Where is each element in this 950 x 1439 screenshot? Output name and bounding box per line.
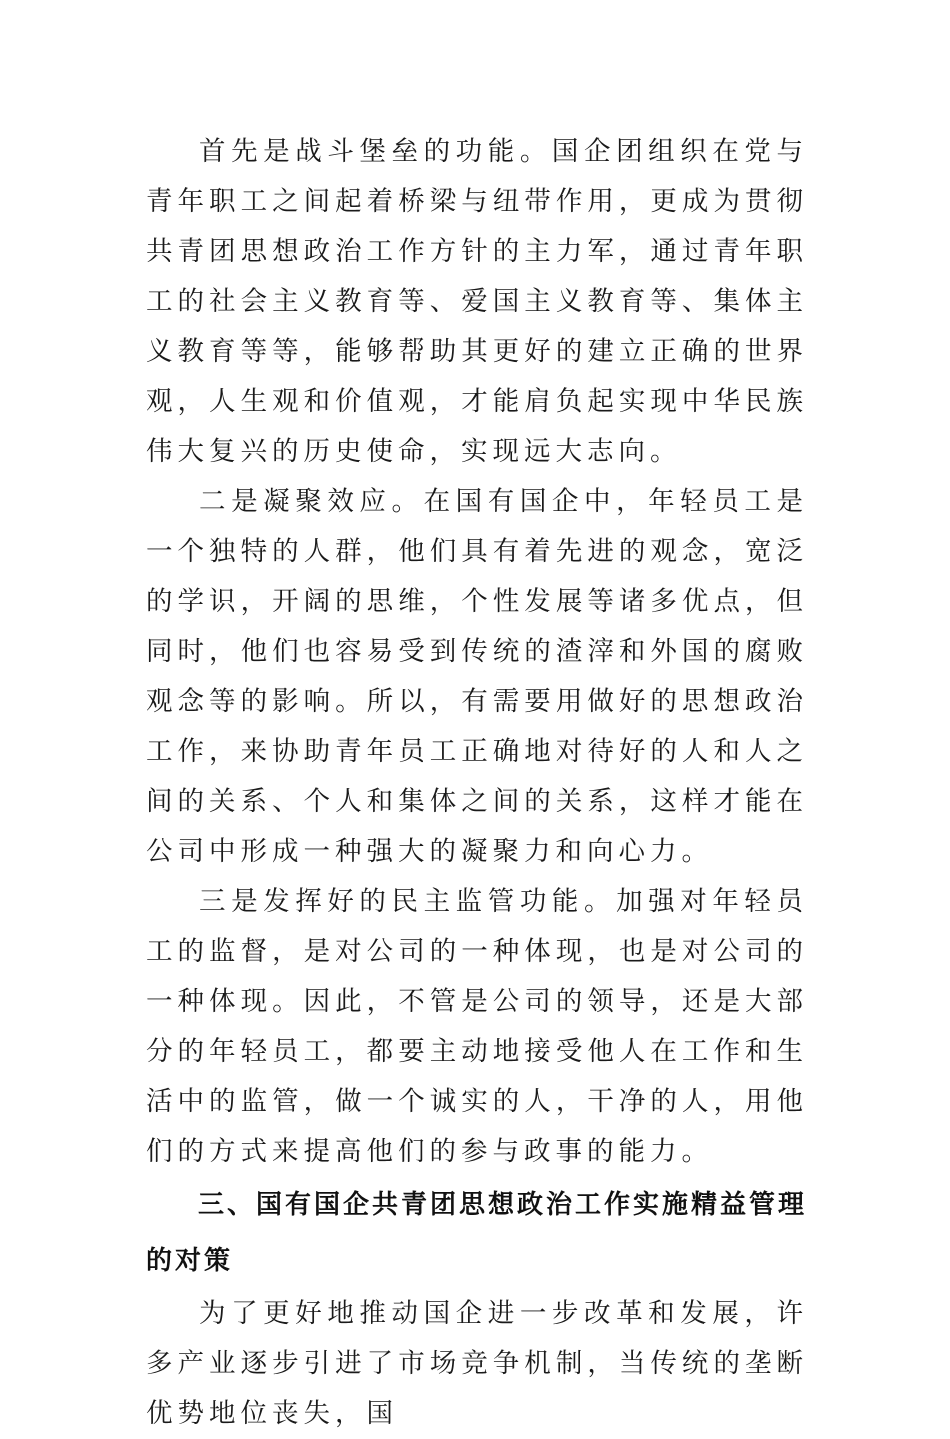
paragraph-cohesion-effect: 二是凝聚效应。在国有国企中，年轻员工是一个独特的人群，他们具有着先进的观念，宽泛的学识，开阔的思维，个性发展等诸多优点，但同时，他们也容易受到传统的渣滓和外国的腐败观念等的影响。所以，有需要用做好的思想政治工作，来协助青年员工正确地对待好的人和人之间的关系、个人和集体之间的关系，这样才能在公司中形成一种强大的凝聚力和向心力。 (146, 486, 808, 867)
document-body (146, 127, 808, 1439)
section-heading: 三、国有国企共青团思想政治工作实施精益管理的对策 (146, 1190, 808, 1276)
paragraph-democratic-supervision: 三是发挥好的民主监管功能。加强对年轻员工的监督，是对公司的一种体现，也是对公司的一种体现。因此，不管是公司的领导，还是大部分的年轻员工，都要主动地接受他人在工作和生活中的监管，做一个诚实的人，干净的人，用他们的方式来提高他们的参与政事的能力。 (146, 886, 808, 1167)
paragraph-reform-intro: 为了更好地推动国企进一步改革和发展，许多产业逐步引进了市场竞争机制，当传统的垄断优势地位丧失，国 (146, 1298, 808, 1429)
paragraph-fortress-function: 首先是战斗堡垒的功能。国企团组织在党与青年职工之间起着桥梁与纽带作用，更成为贯彻共青团思想政治工作方针的主力军，通过青年职工的社会主义教育等、爱国主义教育等、集体主义教育等等，能够帮助其更好的建立正确的世界观，人生观和价值观，才能肩负起实现中华民族伟大复兴的历史使命，实现远大志向。 (146, 136, 808, 467)
